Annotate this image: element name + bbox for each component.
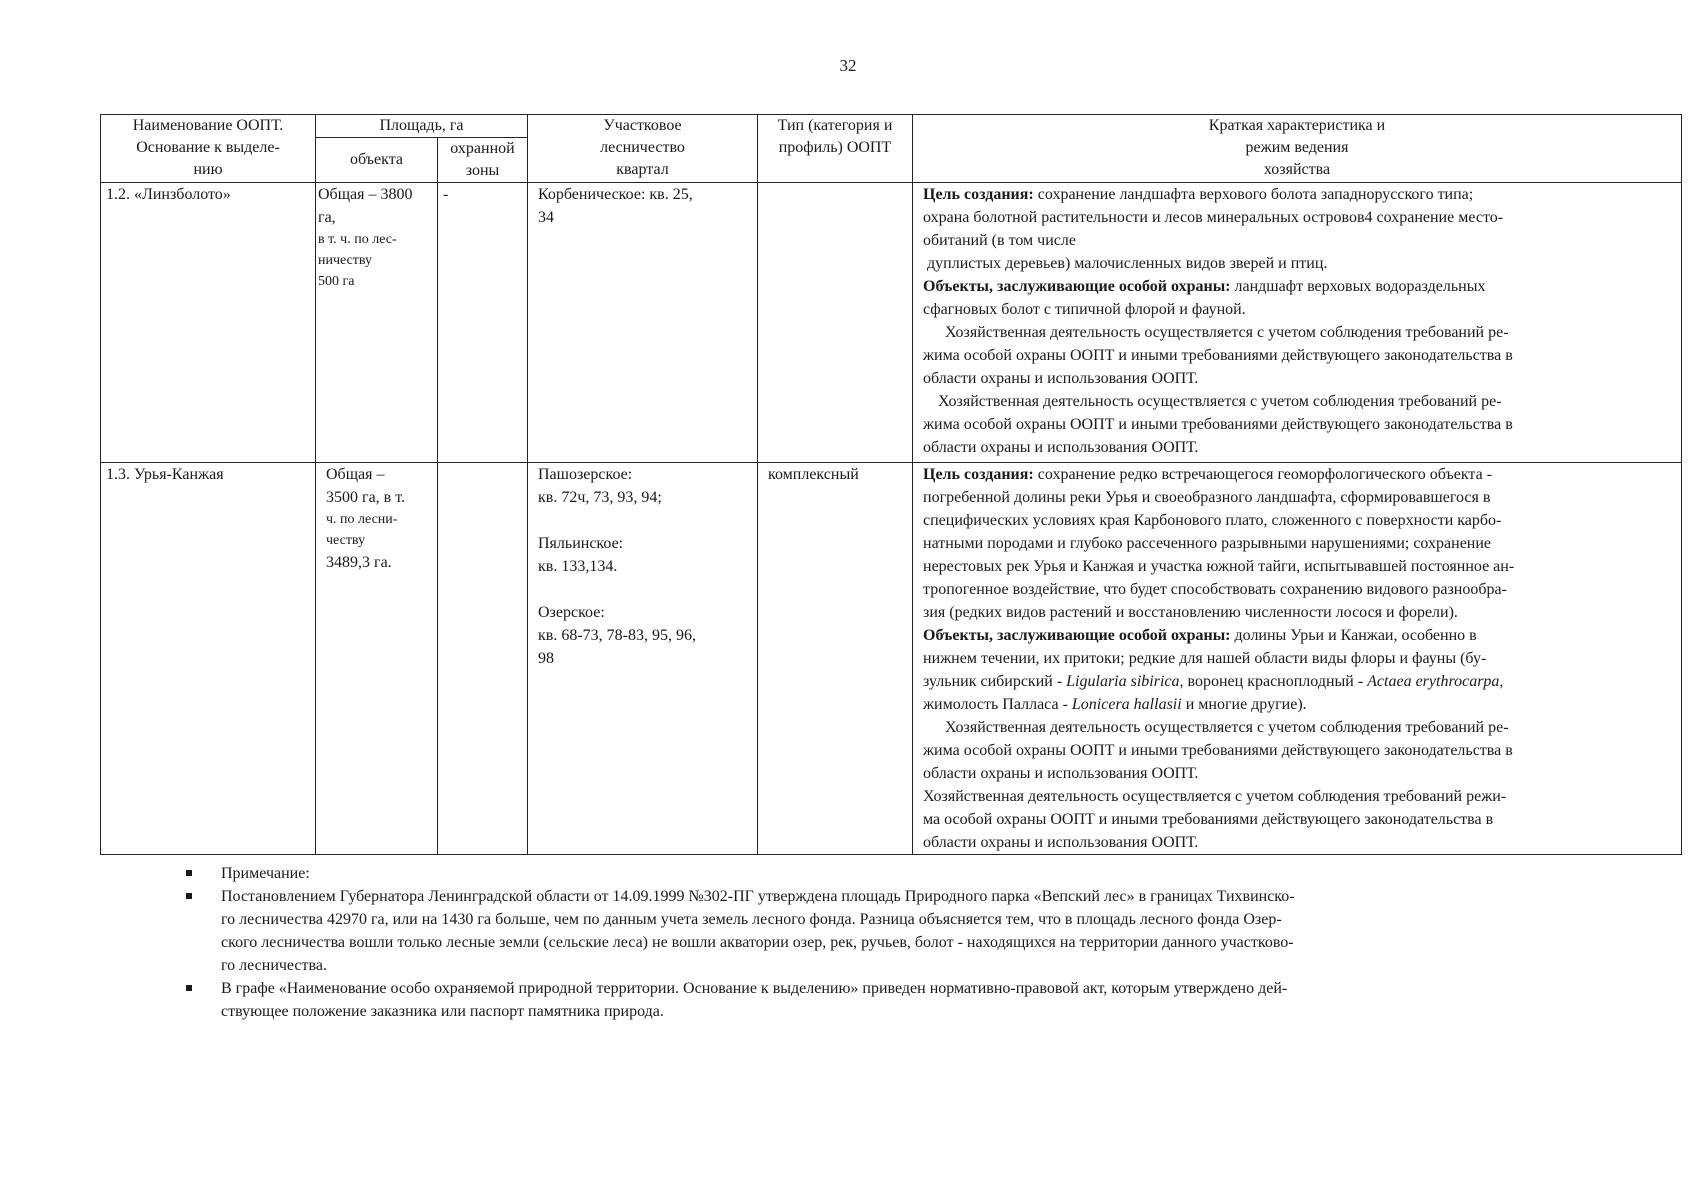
table-row [101,463,1682,855]
objects-text: жимолость Палласа - [923,696,1072,713]
goal-text: сохранение редко встречающегося геоморфологического объекта - [1033,466,1493,483]
header-zone-line: зоны [465,162,500,179]
objects-label: Объекты, заслуживающие особой охраны: [923,627,1231,644]
objects-text: , воронец красноплодный - [1179,673,1368,690]
regime-text: ма особой охраны ООПТ и иными требованиями действующего законодательства в [923,811,1494,828]
header-zone-line: охранной [450,140,515,157]
note-text: Постановлением Губернатора Ленинградской области от 14.09.1999 №302-ПГ утверждена площадь Природного парка «Вепский лес» в границах Тихвинско- [221,888,1295,905]
note-text: Примечание: [221,865,310,882]
objects-line [923,624,1676,647]
header-forestry-line: квартал [616,161,669,178]
goal-text: погребенной долины реки Урья и своеобразного ландшафта, сформировавшегося в [923,489,1491,506]
goal-text: специфических условиях края Карбонового плато, сложенного с поверхности карбо- [923,512,1502,529]
goal-text: тропогенное воздействие, что будет способствовать сохранению видового разнообра- [923,581,1507,598]
note-text: го лесничества. [221,957,327,974]
forestry [528,463,758,855]
regime-text: Хозяйственная деятельность осуществляется с учетом соблюдения требований режи- [923,788,1507,805]
objects-species-line [923,670,1676,693]
goal-label: Цель создания: [923,186,1034,203]
oopt-name: 1.3. Урья-Канжая [101,463,316,855]
regime-text: области охраны и использования ООПТ. [923,439,1199,456]
objects-text: сфагновых болот с типичной флорой и фауной. [923,301,1246,318]
forestry-line: Пашозерское: [538,466,633,483]
area-line: 3489,3 га. [326,554,392,571]
forestry-line: 34 [538,209,554,226]
goal-text: сохранение ландшафта верхового болота западнорусского типа; [1033,186,1474,203]
latin-name: Actaea erythrocarpa [1367,673,1500,690]
regime-text: области охраны и использования ООПТ. [923,834,1199,851]
forestry-line: кв. 68-73, 78-83, 95, 96, [538,627,696,644]
description [913,463,1682,855]
forestry-line: Пяльинское: [538,535,624,552]
note-text: В графе «Наименование особо охраняемой природной территории. Основание к выделению» приведен нормативно-правовой акт, которым утверждено дей- [221,980,1288,997]
note-item [186,885,1596,977]
header-row-1 [101,115,1682,138]
regime-text: Хозяйственная деятельность осуществляется с учетом соблюдения требований ре- [945,324,1509,341]
header-name-line: нию [193,161,223,178]
objects-text: долины Урьи и Канжаи, особенно в [1230,627,1477,644]
goal-text: зия (редких видов растений и восстановлению численности лосося и форели). [923,604,1458,621]
header-name-line: Наименование ООПТ. [132,117,284,134]
oopt-type [758,183,913,463]
regime-text: Хозяйственная деятельность осуществляется с учетом соблюдения требований ре- [945,719,1509,736]
header-forestry [528,115,758,183]
header-type [758,115,913,183]
regime-text: области охраны и использования ООПТ. [923,370,1199,387]
header-area: Площадь, га [316,115,528,138]
area-line: в т. ч. по лес- [318,232,397,247]
note-text: ского лесничества вошли только лесные земли (сельские леса) не вошли акватории озер, рек, ручьев, болот - находящихся на территории данного участково- [221,934,1294,951]
header-desc-line: режим ведения [1245,139,1349,156]
regime-text: жима особой охраны ООПТ и иными требованиями действующего законодательства в [923,742,1513,759]
header-desc-line: хозяйства [1263,161,1331,178]
header-type-line: Тип (категория и [777,117,893,134]
header-name-line: Основание к выделе- [136,139,280,156]
objects-text: , [1499,673,1504,690]
note-item [186,862,1596,885]
goal-text: нерестовых рек Урья и Канжая и участка южной тайги, испытывавшей постоянное ан- [923,558,1515,575]
goal-text: дуплистых деревьев) малочисленных видов зверей и птиц. [923,255,1328,272]
header-desc [913,115,1682,183]
bullet-icon [186,870,192,876]
regime-text: Хозяйственная деятельность осуществляется с учетом соблюдения требований ре- [938,393,1502,410]
note-item [186,977,1596,1023]
objects-text: зульник сибирский - [923,673,1067,690]
area-zone [438,463,528,855]
note-text: го лесничества 42970 га, или на 1430 га больше, чем по данным учета земель лесного фонда. Разница объясняется тем, что в площадь лесного фонда Озер- [221,911,1282,928]
header-area-zone [438,138,528,183]
forestry-line: Корбеническое: кв. 25, [538,186,693,203]
note-text: ствующее положение заказника или паспорт памятника природа. [221,1003,664,1020]
oopt-name: 1.2. «Линзболото» [101,183,316,463]
goal-line [923,183,1676,206]
header-type-line: профиль) ООПТ [778,139,892,156]
area-line: га, [318,209,336,226]
page-number: 32 [839,56,857,75]
area-line: честву [326,533,366,548]
forestry-line: кв. 133,134. [538,558,618,575]
latin-name: Ligularia sibirica [1066,673,1180,690]
goal-label: Цель создания: [923,466,1034,483]
objects-text: нижнем течении, их притоки; редкие для нашей области виды флоры и фауны (бу- [923,650,1487,667]
forestry-line: кв. 72ч, 73, 93, 94; [538,489,662,506]
forestry [528,183,758,463]
oopt-table [100,114,1682,855]
area-zone: - [438,183,528,463]
forestry-line: 98 [538,650,554,667]
header-name [101,115,316,183]
header-area-object: объекта [316,138,438,183]
area-object [316,463,438,855]
latin-name: Lonicera hallasii [1071,696,1182,713]
objects-text: ландшафт верховых водораздельных [1230,278,1486,295]
forestry-line: Озерское: [538,604,605,621]
description [913,183,1682,463]
header-desc-line: Краткая характеристика и [1208,117,1386,134]
goal-text: обитаний (в том числе [923,232,1076,249]
regime-text: жима особой охраны ООПТ и иными требованиями действующего законодательства в [923,416,1513,433]
header-forestry-line: Участковое [603,117,682,134]
objects-text: и многие другие). [1181,696,1307,713]
area-line: 500 га [318,274,355,289]
regime-text: жима особой охраны ООПТ и иными требованиями действующего законодательства в [923,347,1513,364]
goal-line [923,463,1676,486]
area-line: 3500 га, в т. [326,489,406,506]
goal-text: охрана болотной растительности и лесов минеральных островов4 сохранение место- [923,209,1504,226]
notes-list [186,862,1596,1023]
area-line: ч. по лесни- [326,512,398,527]
oopt-type: комплексный [758,463,913,855]
bullet-icon [186,893,192,899]
header-forestry-line: лесничество [600,139,685,156]
regime-text: области охраны и использования ООПТ. [923,765,1199,782]
objects-label: Объекты, заслуживающие особой охраны: [923,278,1231,295]
bullet-icon [186,985,192,991]
area-line: ничеству [318,253,373,268]
area-line: Общая – [326,466,385,483]
area-line: Общая – 3800 [318,186,413,203]
goal-text: натными породами и глубоко рассеченного разрывными нарушениями; сохранение [923,535,1492,552]
table-row [101,183,1682,463]
area-object [316,183,438,463]
objects-species-line [923,693,1676,716]
objects-line [923,275,1676,298]
